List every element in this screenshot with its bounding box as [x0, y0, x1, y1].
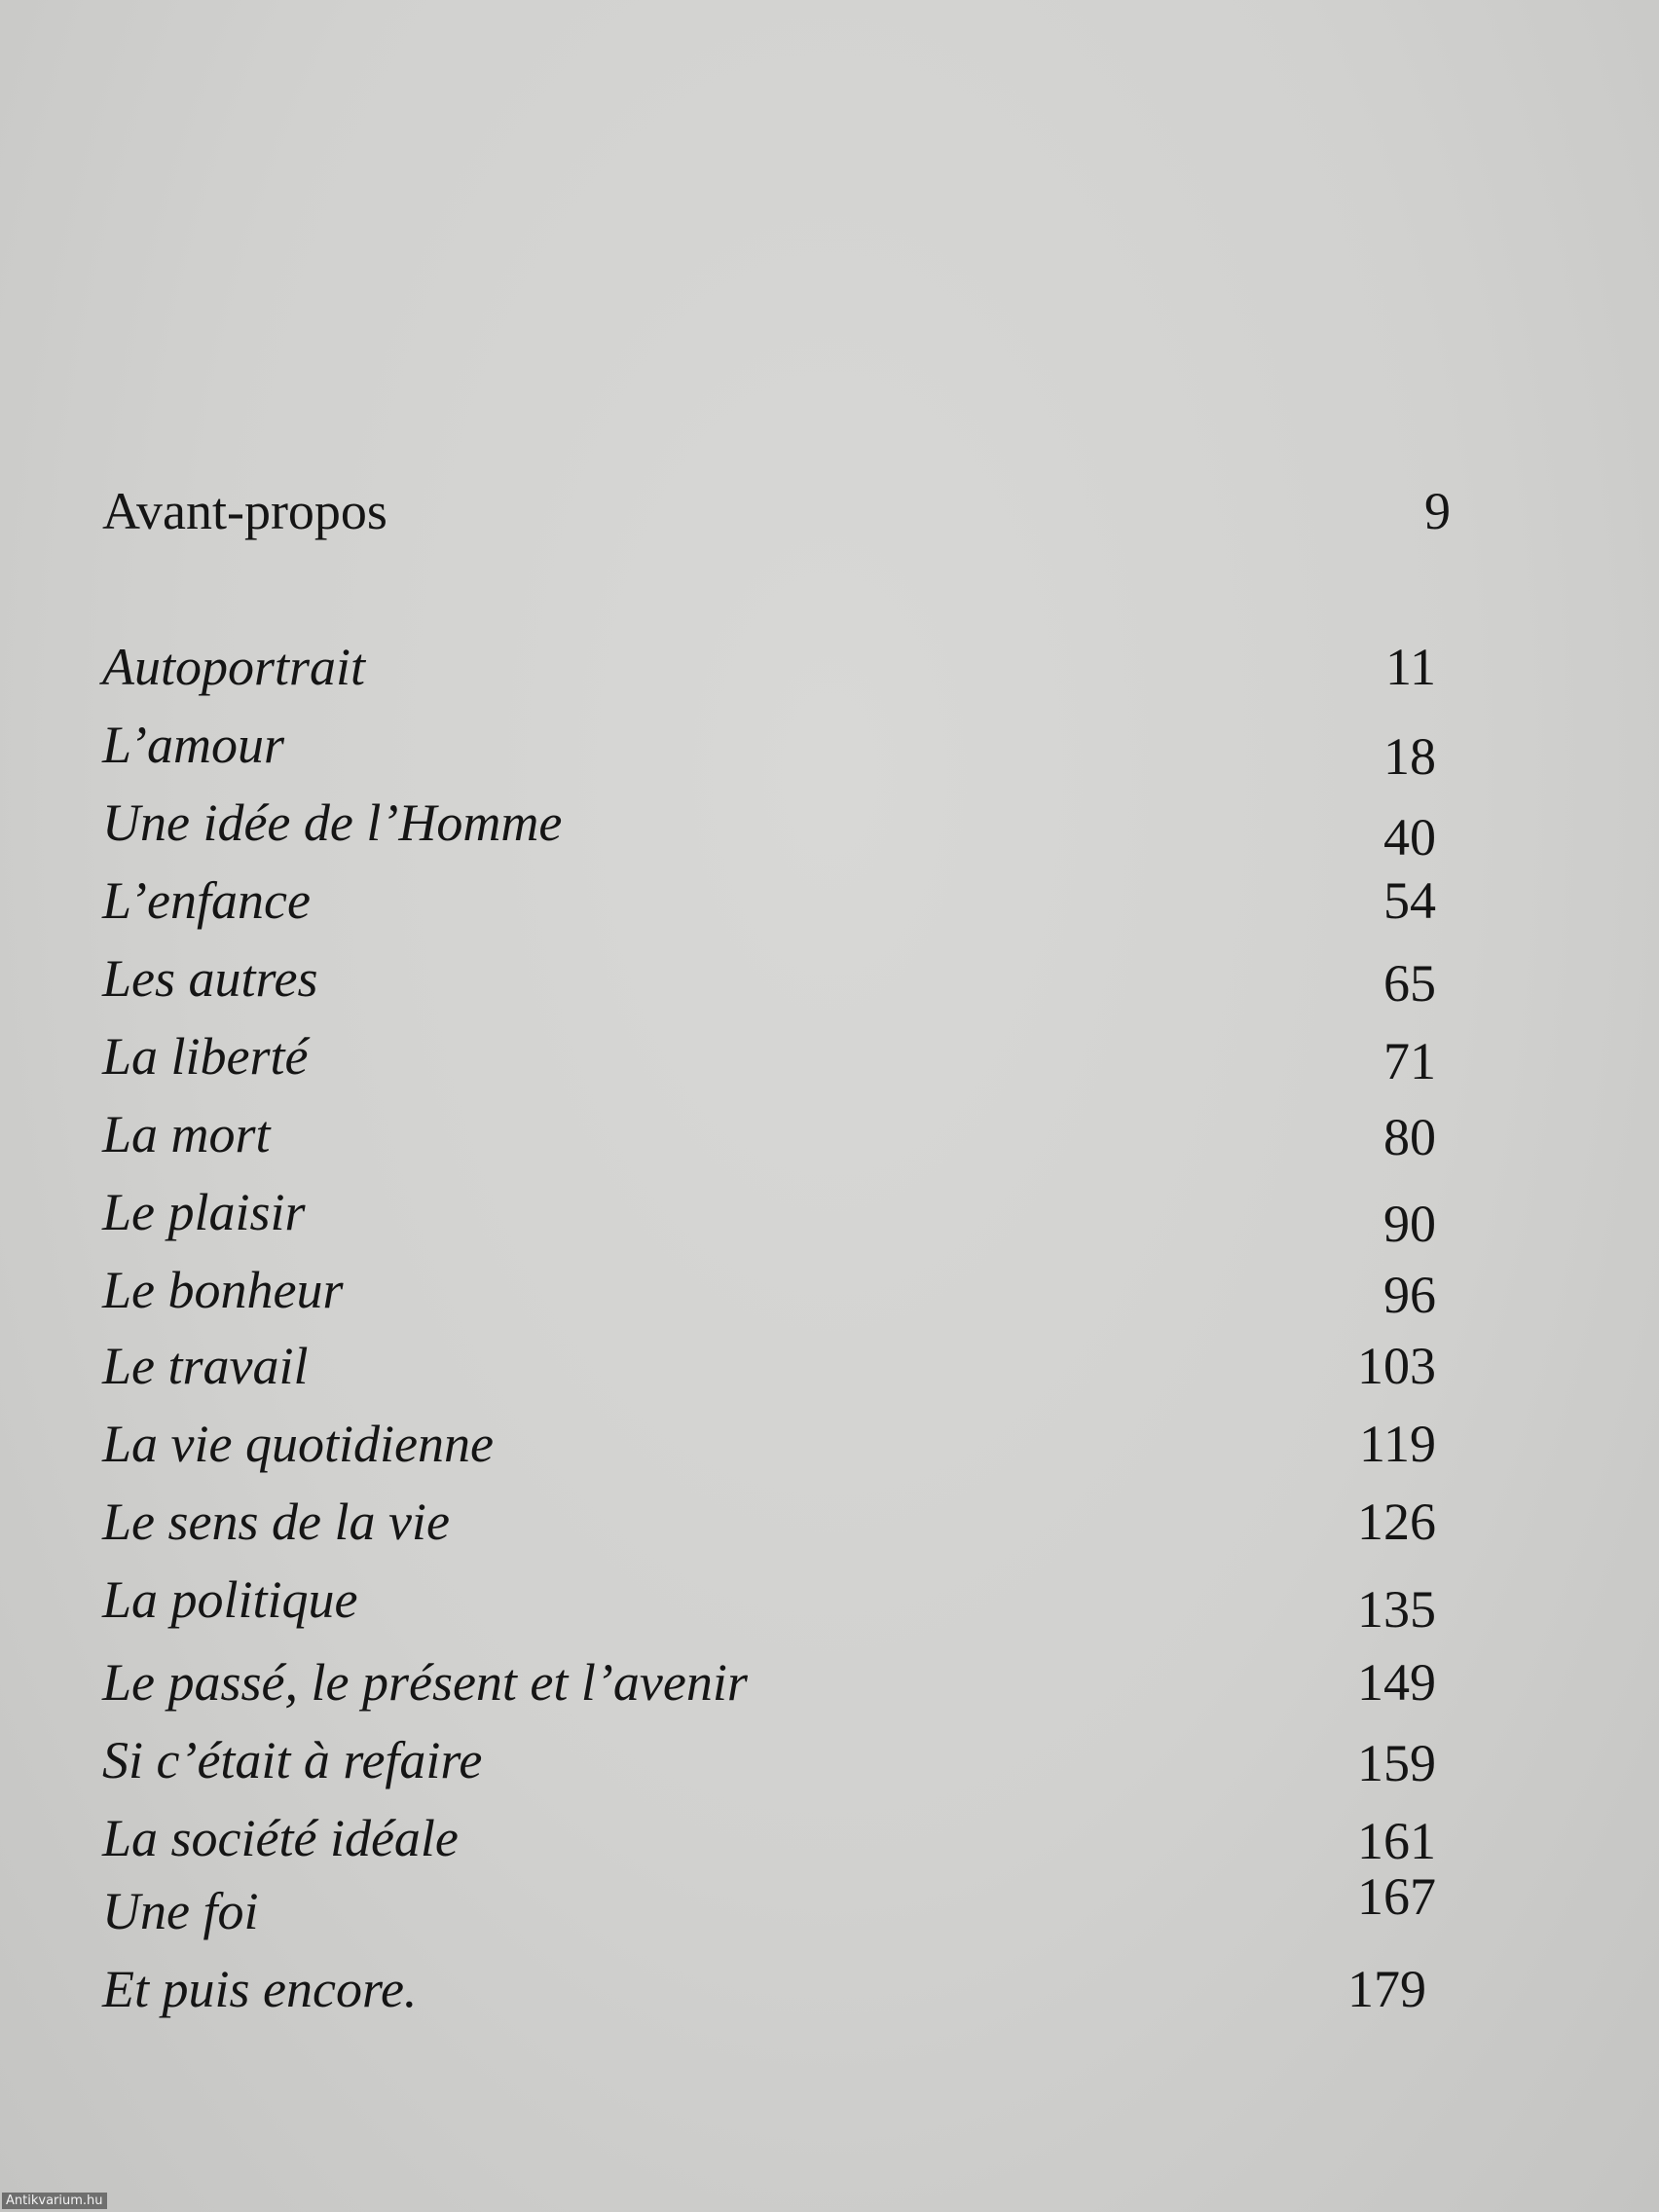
toc-entry-title: Avant-propos [102, 482, 387, 540]
toc-entry-page: 96 [1383, 1266, 1436, 1324]
toc-entry-title: Le plaisir [102, 1183, 306, 1241]
toc-entry [102, 633, 1436, 701]
toc-entry-title: La mort [102, 1105, 271, 1163]
toc-entry-title: Le sens de la vie [102, 1493, 450, 1551]
toc-entry [102, 944, 1436, 1013]
toc-entry [102, 1726, 1436, 1794]
toc-entry-title: Le travail [102, 1337, 309, 1395]
toc-entry-page: 9 [1424, 482, 1451, 540]
toc-entry [102, 1955, 1436, 2023]
toc-entry [102, 1022, 1436, 1090]
toc-entry [102, 1488, 1436, 1556]
toc-entry-page: 90 [1383, 1195, 1436, 1253]
toc-entry-page: 71 [1383, 1032, 1436, 1090]
toc-entry [102, 789, 1436, 866]
toc-entry-page: 11 [1385, 638, 1436, 696]
toc-entry [102, 711, 1436, 786]
toc-entry-page: 159 [1357, 1734, 1436, 1792]
toc-entry-title: L’enfance [102, 871, 311, 930]
toc-entry-title: L’amour [102, 716, 285, 774]
toc-entry-title: Si c’était à refaire [102, 1731, 483, 1789]
toc-entry-preface [102, 477, 1451, 545]
toc-entry-page: 161 [1357, 1812, 1436, 1870]
toc-entry-title: Le passé, le présent et l’avenir [102, 1653, 748, 1712]
toc-entry-title: La liberté [102, 1027, 309, 1086]
toc-entry-title: La société idéale [102, 1809, 459, 1867]
toc-entry-title: La politique [102, 1570, 358, 1629]
toc-entry-title: Une idée de l’Homme [102, 793, 563, 852]
toc-entry-page: 18 [1383, 727, 1436, 786]
toc-entry-page: 167 [1357, 1867, 1436, 1926]
toc-entry-page: 135 [1357, 1580, 1436, 1639]
toc-entry [102, 1566, 1436, 1639]
toc-entry-page: 126 [1357, 1493, 1436, 1551]
toc-entry-page: 40 [1383, 808, 1436, 866]
toc-entry-page: 149 [1357, 1653, 1436, 1712]
toc-entry-page: 65 [1383, 954, 1436, 1013]
toc-entry-title: Les autres [102, 949, 318, 1008]
toc-entry [102, 1804, 1436, 1872]
toc-entry-title: Le bonheur [102, 1261, 344, 1319]
toc-entry-page: 54 [1383, 871, 1436, 930]
toc-entry-title: Une foi [102, 1882, 259, 1940]
toc-entry-title: La vie quotidienne [102, 1415, 494, 1473]
toc-entry-page: 179 [1347, 1960, 1426, 2018]
toc-entry [102, 1648, 1436, 1716]
toc-entry [102, 866, 1436, 935]
toc-entry [102, 1332, 1436, 1400]
toc-entry-page: 80 [1383, 1108, 1436, 1166]
toc-entry [102, 1100, 1436, 1168]
toc-entry-title: Et puis encore. [102, 1960, 418, 2018]
toc-entry-page: 119 [1359, 1415, 1436, 1473]
toc-entry [102, 1178, 1436, 1253]
watermark-label: Antikvarium.hu [2, 2193, 107, 2209]
toc-entry [102, 1256, 1436, 1324]
toc-entry-page: 103 [1357, 1337, 1436, 1395]
toc-entry [102, 1867, 1436, 1945]
toc-entry [102, 1410, 1436, 1478]
toc-entry-title: Autoportrait [102, 638, 366, 696]
